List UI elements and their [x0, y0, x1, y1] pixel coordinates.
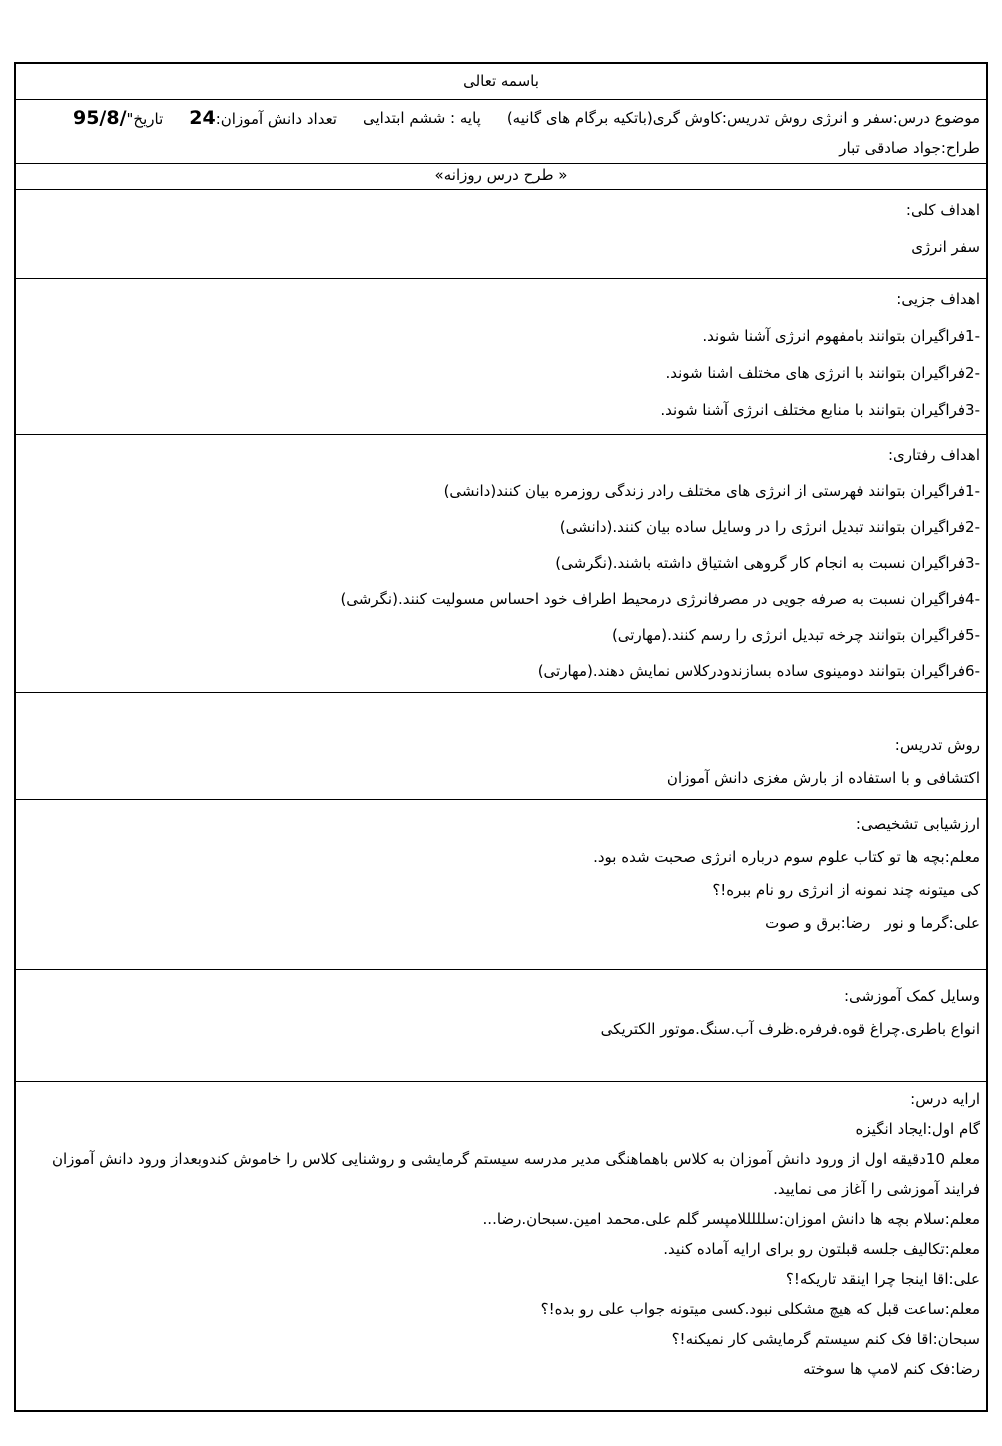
paragraph: -1فراگیران بتوانند بامفهوم انرژی آشنا شوند.: [702, 327, 980, 345]
section-title: اهداف کلی:: [905, 201, 980, 219]
paragraph: علی:اقا اینجا چرا اینقد تاریکه!؟: [785, 1270, 980, 1288]
paragraph: کی میتونه چند نمونه از انرژی رو نام ببره!؟: [712, 881, 980, 899]
paragraph: معلم:سلام بچه ها دانش اموزان:سلللللامپسر گلم علی.محمد امین.سبحان.رضا...: [482, 1210, 980, 1228]
paragraph: معلم 10دقیقه اول از ورود دانش آموزان به کلاس باهماهنگی مدیر مدرسه سیستم گرمایشی و روشنایی کلاس را خاموش کندوبعداز ورود دانش آموزان فرایند آموزشی را آغاز می نمایید.: [51, 1150, 980, 1198]
section-lesson-presentation: [16, 1082, 986, 1412]
paragraph: اکتشافی و با استفاده از بارش مغزی دانش آموزان: [666, 769, 980, 787]
student-count-value: 24: [189, 107, 216, 129]
paragraph: -2فراگیران بتوانند تبدیل انرژی را در وسایل ساده بیان کنند.(دانشی): [559, 518, 980, 536]
sections-container: [16, 190, 986, 1412]
paragraph: معلم:ساعت قبل که هیچ مشکلی نبود.کسی میتونه جواب علی رو بده!؟: [540, 1300, 980, 1318]
section-behavioral-goals: [16, 435, 986, 693]
section-general-goals: [16, 190, 986, 279]
paragraph: -3فراگیران بتوانند با منابع مختلف انرژی آشنا شوند.: [660, 401, 980, 419]
subject-and-method: موضوع درس:سفر و انرژی روش تدریس:کاوش گری(باتکیه برگام های گانیه): [506, 109, 980, 127]
info-row: [16, 100, 986, 164]
info-line: [22, 104, 980, 133]
paragraph: -5فراگیران بتوانند چرخه تبدیل انرژی را رسم کنند.(مهارتی): [611, 626, 980, 644]
paragraph: انواع باطری.چراغ قوه.فرفره.ظرف آب.سنگ.موتور الکتریکی: [600, 1020, 980, 1038]
paragraph: معلم:بچه ها تو کتاب علوم سوم درباره انرژی صحبت شده بود.: [593, 848, 980, 866]
paragraph: -4فراگیران نسبت به صرفه جویی در مصرفانرژی درمحیط اطراف خود احساس مسولیت کنند.(نگرشی): [340, 590, 980, 608]
plan-title-row: [16, 164, 986, 190]
lesson-plan-table: [14, 62, 988, 1412]
paragraph: -2فراگیران بتوانند با انرژی های مختلف اشنا شوند.: [665, 364, 980, 382]
paragraph: گام اول:ایجاد انگیزه: [855, 1120, 980, 1138]
paragraph: -6فراگیران بتوانند دومینوی ساده بسازندودرکلاس نمایش دهند.(مهارتی): [537, 662, 980, 680]
section-teaching-method: [16, 693, 986, 800]
paragraph: سبحان:اقا فک کنم سیستم گرمایشی کار نمیکنه!؟: [671, 1330, 980, 1348]
date-label: تاریخ": [126, 110, 164, 128]
section-diagnostic-assessment: [16, 800, 986, 970]
designer: طراح:جواد صادقی تبار: [839, 139, 980, 157]
section-title: ارزشیابی تشخیصی:: [855, 815, 980, 833]
paragraph: -3فراگیران نسبت به انجام کار گروهی اشتیاق داشته باشند.(نگرشی): [555, 554, 980, 572]
paragraph: معلم:تکالیف جلسه قبلتون رو برای ارایه آماده کنید.: [663, 1240, 980, 1258]
bismillah-text: باسمه تعالی: [463, 72, 539, 90]
date-value: 95/8/: [72, 107, 127, 129]
date-field: [73, 104, 163, 133]
student-count-field: [189, 104, 337, 133]
section-title: اهداف رفتاری:: [888, 446, 980, 464]
section-title: وسایل کمک آموزشی:: [843, 987, 980, 1005]
paragraph: -1فراگیران بتوانند فهرستی از انرژی های مختلف رادر زندگی روزمره بیان کنند(دانشی): [443, 482, 980, 500]
paragraph: علی:گرما و نور رضا:برق و صوت: [765, 914, 980, 932]
plan-title-text: « طرح درس روزانه»: [434, 166, 568, 184]
section-title: روش تدریس:: [894, 736, 980, 754]
student-count-label: تعداد دانش آموزان:: [215, 110, 337, 128]
paragraph: رضا:فک کنم لامپ ها سوخته: [803, 1360, 980, 1378]
section-teaching-aids: [16, 970, 986, 1082]
section-title: ارایه درس:: [910, 1090, 980, 1108]
paragraph: سفر انرژی: [911, 238, 980, 256]
section-title: اهداف جزیی:: [896, 290, 980, 308]
grade: پایه : ششم ابتدایی: [362, 109, 481, 127]
section-detailed-goals: [16, 279, 986, 435]
bismillah-row: [16, 64, 986, 100]
